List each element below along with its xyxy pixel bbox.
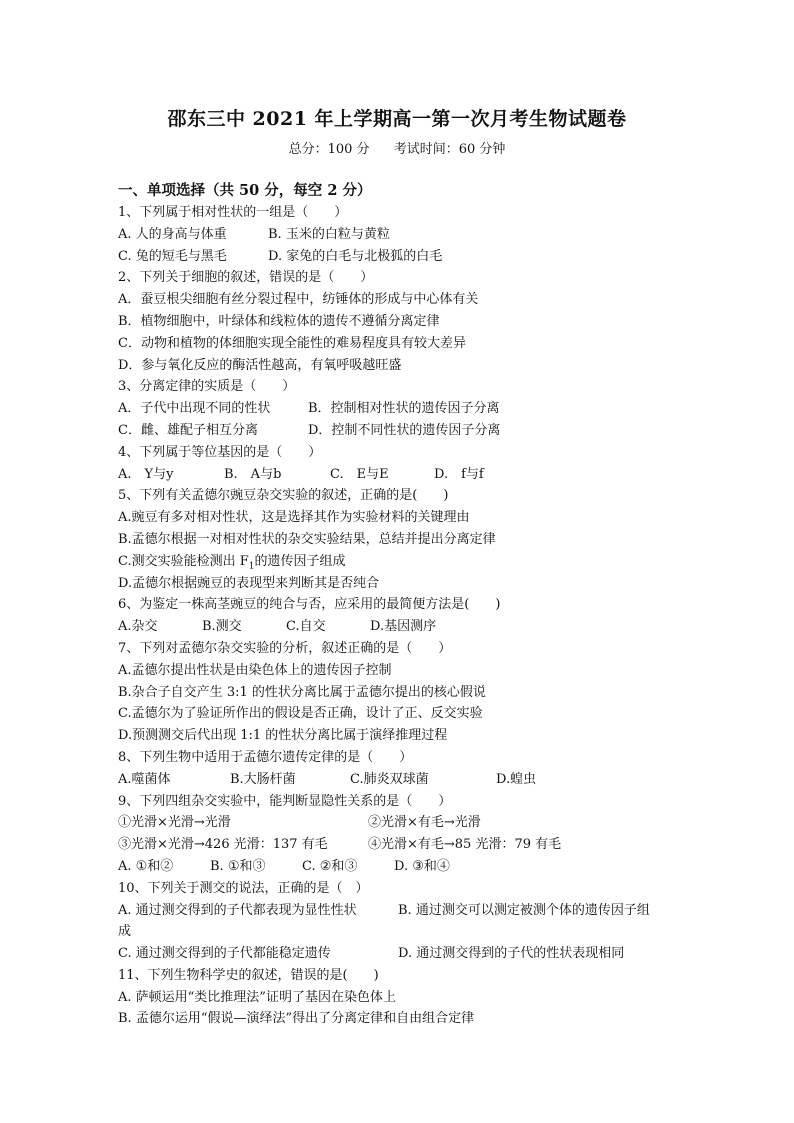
q9-option-b: B. ①和③: [210, 858, 266, 874]
q4-stem: 4、下列属于等位基因的是（ ）: [118, 444, 322, 460]
q4-option-d: D. f与f: [434, 466, 484, 482]
q6-options: [118, 616, 718, 638]
q4-options: [118, 464, 718, 486]
q2-option-a: A．蚕豆根尖细胞有丝分裂过程中，纺锤体的形成与中心体有关: [118, 292, 479, 308]
q1-stem: 1、下列属于相对性状的一组是（ ）: [118, 205, 348, 220]
q3-options-row1: [118, 398, 718, 420]
q6-option-b: B.测交: [202, 619, 242, 635]
q3-options-row2: [118, 420, 718, 442]
q1-options-row1: [118, 224, 718, 246]
q8-stem: 8、下列生物中适用于孟德尔遗传定律的是（ ）: [118, 749, 413, 765]
exam-content: [118, 180, 718, 1030]
q3-option-b: B．控制相对性状的遗传因子分离: [308, 401, 500, 417]
q9-experiments-row1: [118, 812, 718, 834]
q5-option-c-tail: 的遗传因子组成: [254, 553, 346, 569]
q5-option-c-subscript: 1: [248, 561, 255, 572]
q9-option-c: C. ②和③: [302, 858, 358, 874]
section-heading: 一、单项选择（共 50 分，每空 2 分）: [118, 182, 372, 199]
q9-option-a: A. ①和②: [118, 858, 174, 874]
q10-option-c: C. 通过测交得到的子代都能稳定遗传: [118, 946, 331, 962]
q7-option-a: A.孟德尔提出性状是由染色体上的遗传因子控制: [118, 662, 392, 678]
q8-options: [118, 769, 718, 791]
q11-option-b: B. 孟德尔运用“假说—演绎法”得出了分离定律和自由组合定律: [118, 1011, 475, 1027]
q5-option-c-text: C.测交实验能检测出 F: [118, 553, 249, 569]
q7-option-c: C.孟德尔为了验证所作出的假设是否正确，设计了正、反交实验: [118, 706, 483, 722]
q7-option-b: B.杂合子自交产生 3:1 的性状分离比属于孟德尔提出的核心假说: [118, 684, 486, 700]
q9-experiment-2: ②光滑×有毛→光滑: [368, 815, 481, 831]
q9-options: [118, 856, 718, 878]
q5-option-b: B.孟德尔根据一对相对性状的杂交实验结果，总结并提出分离定律: [118, 531, 496, 547]
q9-option-d: D. ③和④: [394, 858, 450, 874]
q1-option-b: B. 玉米的白粒与黄粒: [268, 226, 390, 242]
exam-time: 考试时间：60 分钟: [393, 142, 506, 157]
q10-options-row1: [118, 900, 718, 922]
q9-stem: 9、下列四组杂交实验中，能判断显隐性关系的是（ ）: [118, 793, 452, 809]
q11-stem: 11、下列生物科学史的叙述，错误的是( ): [118, 967, 379, 983]
q9-experiments-row2: [118, 834, 718, 856]
q5-option-a: A.豌豆有多对相对性状，这是选择其作为实验材料的关键理由: [118, 510, 470, 526]
q3-option-a: A．子代中出现不同的性状: [118, 401, 271, 417]
q4-option-c: C. E与E: [330, 466, 389, 482]
q10-stem: 10、下列关于测交的说法，正确的是（ ）: [118, 880, 369, 896]
q10-option-b-continued: 成: [118, 924, 132, 940]
q2-option-c: C．动物和植物的体细胞实现全能性的难易程度具有较大差异: [118, 335, 466, 351]
q3-option-c: C．雌、雄配子相互分离: [118, 422, 258, 438]
q9-experiment-1: ①光滑×光滑→光滑: [118, 815, 231, 831]
q6-option-d: D.基因测序: [370, 619, 437, 635]
q8-option-c: C.肺炎双球菌: [350, 771, 429, 787]
q9-experiment-3: ③光滑×光滑→426 光滑：137 有毛: [118, 837, 328, 853]
q3-stem: 3、分离定律的实质是（ ）: [118, 379, 296, 395]
q8-option-b: B.大肠杆菌: [230, 771, 296, 787]
q9-experiment-4: ④光滑×有毛→85 光滑：79 有毛: [368, 837, 562, 853]
q6-stem: 6、为鉴定一株高茎豌豆的纯合与否，应采用的最简便方法是( ): [118, 597, 501, 613]
exam-title: 邵东三中 2021 年上学期高一第一次月考生物试题卷: [167, 108, 627, 130]
q8-option-a: A.噬菌体: [118, 771, 171, 787]
q1-options-row2: [118, 246, 718, 268]
q5-option-d: D.孟德尔根据豌豆的表现型来判断其是否纯合: [118, 575, 380, 591]
total-score: 总分：100 分: [288, 142, 370, 157]
q10-option-a: A. 通过测交得到的子代都表现为显性性状: [118, 902, 357, 918]
q2-stem: 2、下列关于细胞的叙述，错误的是（ ）: [118, 270, 374, 286]
q10-option-d: D. 通过测交得到的子代的性状表现相同: [398, 946, 625, 962]
q2-option-d: D．参与氧化反应的酶活性越高，有氧呼吸越旺盛: [118, 357, 402, 373]
q10-options-row2: [118, 943, 718, 965]
q6-option-a: A.杂交: [118, 619, 158, 635]
q1-option-c: C. 兔的短毛与黑毛: [118, 248, 227, 264]
q7-option-d: D.预测测交后代出现 1:1 的性状分离比属于演绎推理过程: [118, 728, 448, 744]
q4-option-a: A. Y与y: [118, 466, 174, 482]
q5-stem: 5、下列有关孟德尔豌豆杂交实验的叙述，正确的是( ): [118, 488, 449, 504]
q8-option-d: D.蝗虫: [496, 771, 537, 787]
q3-option-d: D．控制不同性状的遗传因子分离: [308, 422, 501, 438]
q6-option-c: C.自交: [286, 619, 326, 635]
q7-stem: 7、下列对孟德尔杂交实验的分析，叙述正确的是（ ）: [118, 640, 452, 656]
q11-option-a: A. 萨顿运用“类比推理法”证明了基因在染色体上: [118, 989, 396, 1005]
q1-option-d: D. 家兔的白毛与北极狐的白毛: [268, 248, 443, 264]
exam-subtitle: [0, 138, 794, 157]
q10-option-b: B. 通过测交可以测定被测个体的遗传因子组: [398, 902, 650, 918]
q4-option-b: B. A与b: [224, 466, 282, 482]
q5-option-c: [118, 551, 718, 573]
q2-option-b: B．植物细胞中，叶绿体和线粒体的遗传不遵循分离定律: [118, 313, 440, 329]
q1-option-a: A. 人的身高与体重: [118, 226, 227, 242]
